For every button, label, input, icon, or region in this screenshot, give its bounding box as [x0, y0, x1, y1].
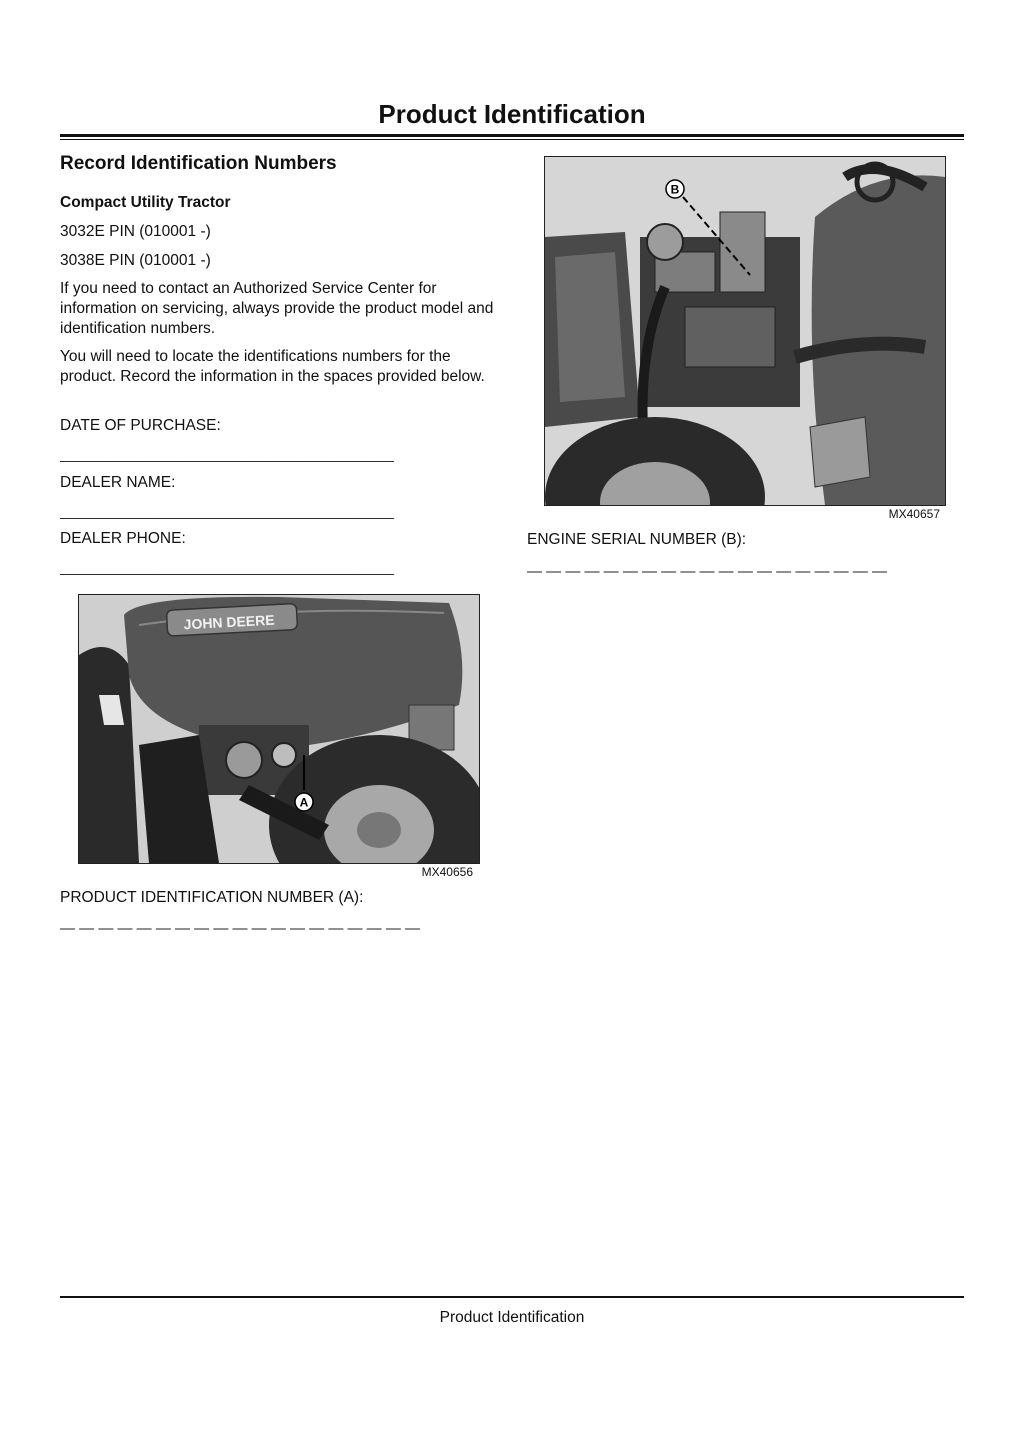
dealer-phone-label: DEALER PHONE:: [60, 530, 186, 547]
model-line-1: 3032E PIN (010001 -): [60, 223, 211, 240]
tractor-front-illustration: [79, 595, 479, 863]
date-of-purchase-blank: ________________________________________: [60, 446, 394, 463]
pin-blank: — — — — — — — — — — — — — — — — — — —: [60, 920, 421, 937]
figure-id-engine: MX40657: [888, 507, 940, 521]
paragraph-locate: You will need to locate the identifications numbers for the product. Record the information in the spaces provided below.: [60, 348, 485, 385]
dealer-phone-blank: ________________________________________: [60, 559, 394, 576]
callout-b: B: [670, 182, 680, 197]
model-line-2: 3038E PIN (010001 -): [60, 252, 211, 269]
section-subtitle: Compact Utility Tractor: [60, 194, 231, 211]
page-title: Product Identification: [378, 99, 646, 129]
engine-serial-blank: — — — — — — — — — — — — — — — — — — —: [527, 563, 888, 580]
footer-text: Product Identification: [439, 1309, 585, 1326]
engine-serial-label: ENGINE SERIAL NUMBER (B):: [527, 531, 747, 548]
header-rule-thick: [60, 134, 964, 137]
date-of-purchase-label: DATE OF PURCHASE:: [60, 417, 221, 434]
paragraph-contact: If you need to contact an Authorized Service Center for information on servicing, always provide the product model and identification numbers.: [60, 280, 494, 337]
brand-plate-text: JOHN DEERE: [183, 611, 275, 633]
header-rule-thin: [60, 139, 964, 140]
dealer-name-label: DEALER NAME:: [60, 474, 176, 491]
callout-a: A: [299, 795, 309, 810]
engine-serial-figure: [544, 156, 946, 506]
dealer-name-blank: ________________________________________: [60, 503, 394, 520]
tractor-engine-illustration: [545, 157, 945, 505]
footer-rule: [60, 1296, 964, 1298]
figure-id-pin: MX40656: [421, 865, 473, 879]
pin-location-figure: [78, 594, 480, 864]
pin-label: PRODUCT IDENTIFICATION NUMBER (A):: [60, 889, 364, 906]
section-title: Record Identification Numbers: [60, 153, 337, 174]
